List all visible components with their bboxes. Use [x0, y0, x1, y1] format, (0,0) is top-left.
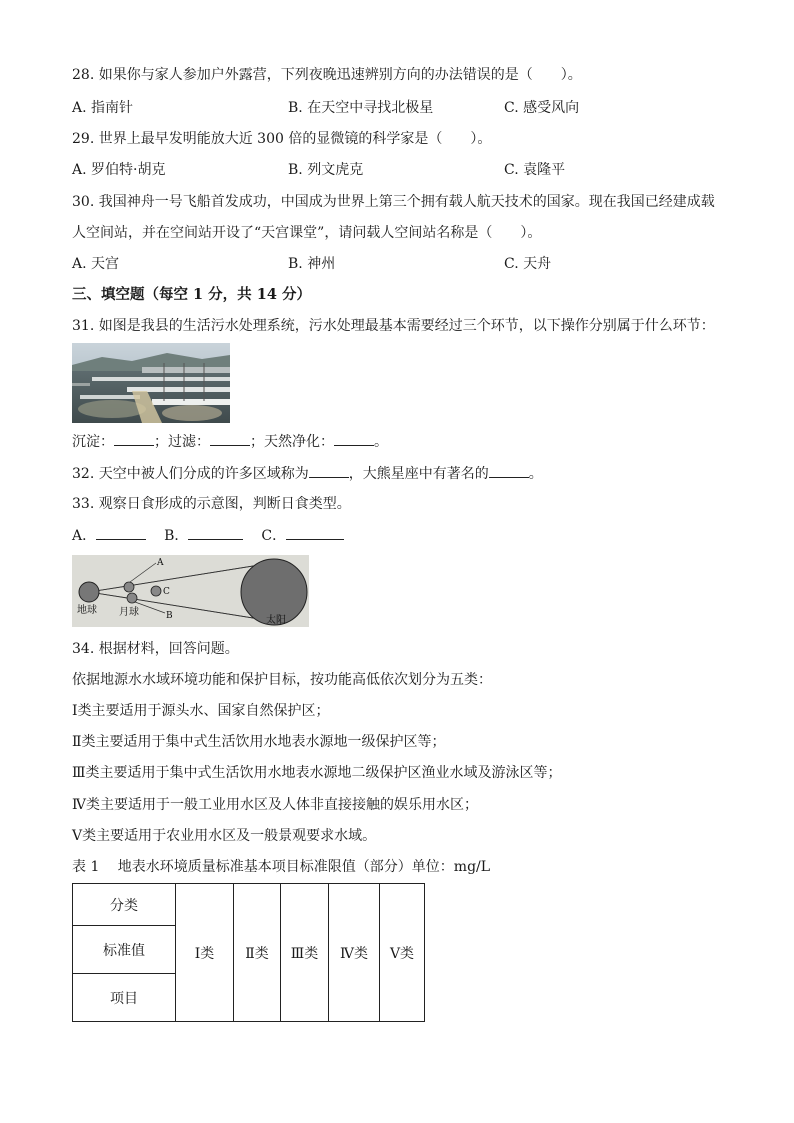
- column-class-1: Ⅰ类: [176, 884, 234, 1022]
- q31-blank-sediment[interactable]: [114, 431, 154, 446]
- q30-option-b: B. 神州: [288, 256, 336, 272]
- solar-eclipse-diagram: [72, 555, 309, 627]
- column-class-2: Ⅱ类: [234, 884, 281, 1022]
- diagram-label-c: C: [163, 587, 170, 597]
- q32-text-1: 32. 天空中被人们分成的许多区域称为: [72, 466, 309, 482]
- q28-option-c: C. 感受风向: [504, 100, 580, 116]
- q29-option-b: B. 列文虎克: [288, 162, 364, 178]
- q34-stem: 34. 根据材料，回答问题。: [72, 641, 239, 657]
- diagram-label-b: B: [166, 611, 173, 621]
- diagram-label-moon: 月球: [119, 607, 139, 618]
- moon-circle-c: [151, 586, 161, 596]
- q30-option-c: C. 天舟: [504, 256, 552, 272]
- q34-intro: 依据地源水水域环境功能和保护目标，按功能高低依次划分为五类：: [72, 672, 492, 688]
- moon-circle-a: [124, 582, 134, 592]
- q33-blank-b[interactable]: [188, 525, 243, 540]
- q34-class-1: Ⅰ类主要适用于源头水、国家自然保护区；: [72, 703, 330, 719]
- q28-option-a: A. 指南针: [72, 100, 134, 116]
- q33-label-a: A．: [72, 528, 97, 544]
- q33-answer-line: [72, 525, 344, 546]
- q33-blank-c[interactable]: [286, 525, 344, 540]
- diagram-label-sun: 太阳: [266, 615, 286, 626]
- q32-text-3: 。: [528, 466, 543, 482]
- q34-class-3: Ⅲ类主要适用于集中式生活饮用水地表水源地二级保护区渔业水域及游泳区等；: [72, 765, 562, 781]
- section-heading: 三、填空题（每空 1 分，共 14 分）: [72, 286, 311, 303]
- q32-line: [72, 463, 543, 484]
- sewage-treatment-photo: [72, 343, 230, 423]
- q34-class-4: Ⅳ类主要适用于一般工业用水区及人体非直接接触的娱乐用水区；: [72, 797, 478, 813]
- q32-text-2: ，大熊星座中有著名的: [348, 466, 489, 482]
- q29-option-a: A. 罗伯特·胡克: [72, 162, 166, 178]
- q31-answer-line: [72, 431, 388, 452]
- q30-stem-line1: 30. 我国神舟一号飞船首发成功，中国成为世界上第三个拥有载人航天技术的国家。现在我国已经建成载: [72, 194, 715, 210]
- diagram-label-earth: 地球: [77, 605, 97, 616]
- q33-blank-a[interactable]: [96, 525, 146, 540]
- column-class-3: Ⅲ类: [281, 884, 329, 1022]
- q31-stem: 31. 如图是我县的生活污水处理系统，污水处理最基本需要经过三个环节，以下操作分别属于什么环节：: [72, 318, 715, 334]
- header-standard: 标准值: [73, 926, 176, 974]
- q31-label-natural: ；天然净化：: [250, 434, 334, 450]
- q31-blank-filter[interactable]: [210, 431, 250, 446]
- q33-stem: 33. 观察日食形成的示意图，判断日食类型。: [72, 496, 351, 512]
- q34-class-2: Ⅱ类主要适用于集中式生活饮用水地表水源地一级保护区等；: [72, 734, 446, 750]
- q33-label-b: B．: [164, 528, 189, 544]
- q28-stem: 28. 如果你与家人参加户外露营，下列夜晚迅速辨别方向的办法错误的是（ ）。: [72, 67, 582, 83]
- earth-circle: [79, 582, 99, 602]
- water-standard-table: [72, 883, 425, 1022]
- q34-class-5: Ⅴ类主要适用于农业用水区及一般景观要求水域。: [72, 828, 377, 844]
- q31-end: 。: [374, 434, 388, 450]
- q28-option-b: B. 在天空中寻找北极星: [288, 100, 434, 116]
- q31-label-sediment: 沉淀：: [72, 434, 114, 450]
- q30-option-a: A. 天宫: [72, 256, 120, 272]
- q31-label-filter: ；过滤：: [154, 434, 210, 450]
- header-item: 项目: [73, 974, 176, 1022]
- q32-blank-2[interactable]: [489, 463, 529, 478]
- diagram-label-a: A: [157, 558, 164, 568]
- header-category: 分类: [73, 884, 176, 926]
- q30-stem-line2: 人空间站，并在空间站开设了“天宫课堂”，请问载人空间站名称是（ ）。: [72, 225, 542, 241]
- q33-label-c: C．: [261, 528, 287, 544]
- q29-option-c: C. 袁隆平: [504, 162, 566, 178]
- column-class-4: Ⅳ类: [329, 884, 380, 1022]
- moon-circle-b: [127, 593, 137, 603]
- q29-stem: 29. 世界上最早发明能放大近 300 倍的显微镜的科学家是（ ）。: [72, 131, 492, 147]
- column-class-5: Ⅴ类: [380, 884, 425, 1022]
- q32-blank-1[interactable]: [309, 463, 349, 478]
- table-caption: 表 1 地表水环境质量标准基本项目标准限值（部分）单位：mg/L: [72, 859, 491, 875]
- q31-blank-natural[interactable]: [334, 431, 374, 446]
